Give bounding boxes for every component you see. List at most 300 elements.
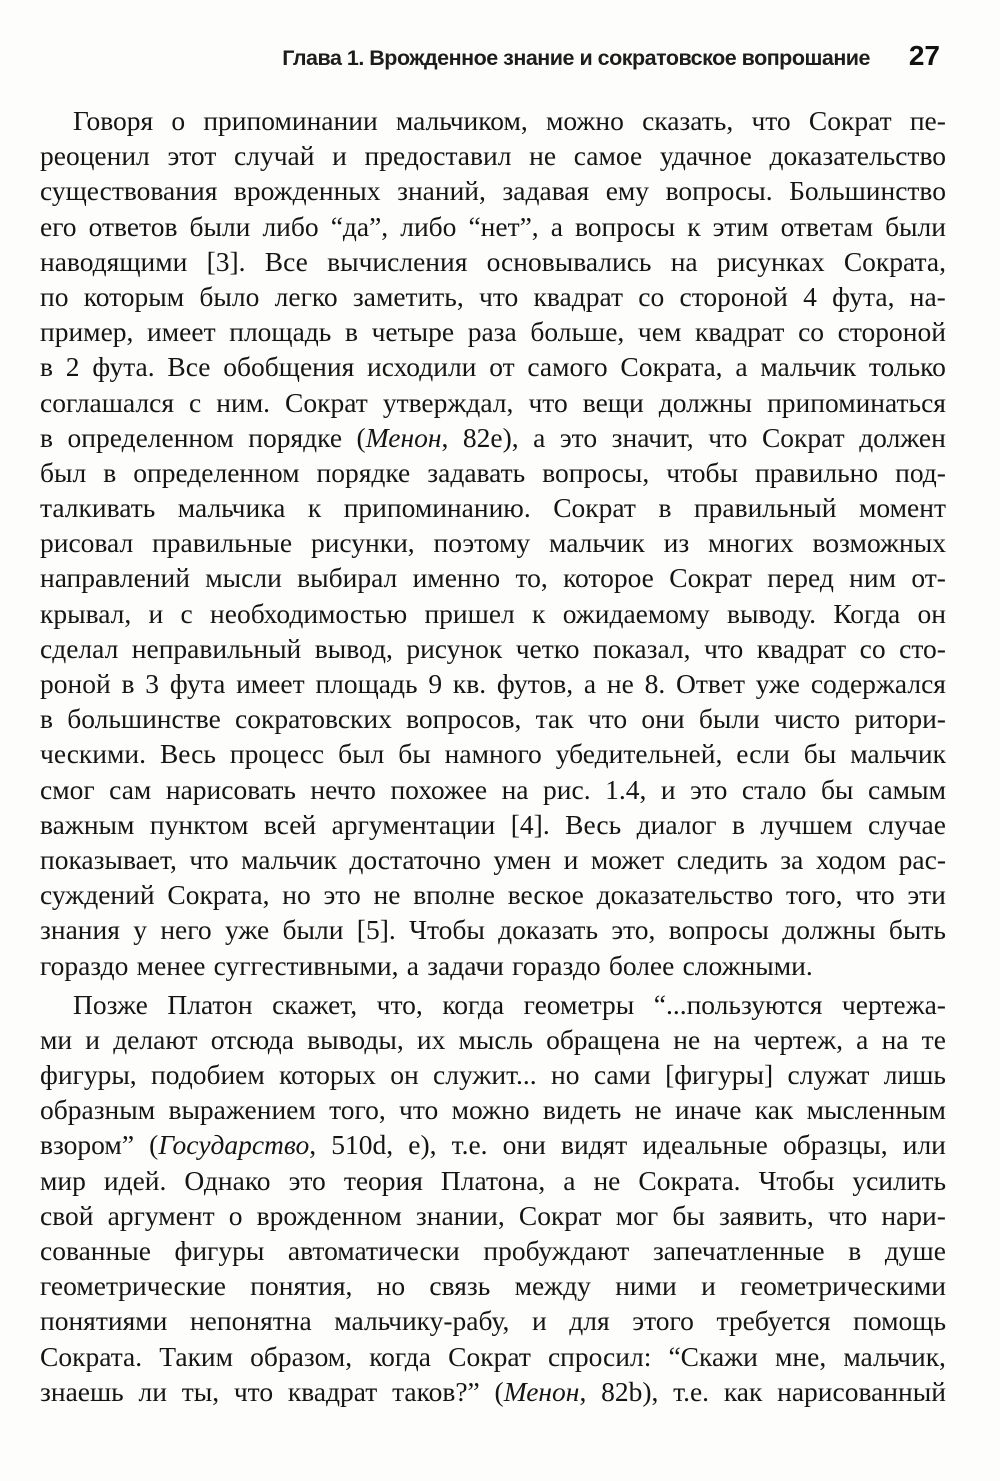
word: для [569,1305,610,1337]
word: случай [234,140,315,172]
word: служат [787,1059,870,1091]
word: знании, [415,1199,505,1231]
word: процесс [229,738,325,770]
word: наводящими [40,245,188,277]
word: рисунках [716,245,825,277]
word: мальчиком, [395,105,528,136]
word: заметить, [352,280,464,312]
word: должны [658,386,753,418]
word: этого [632,1305,694,1337]
word: припоминаться [767,386,946,418]
word: задавать [427,456,526,488]
word: это [323,879,361,911]
word: больше, [530,316,625,348]
word: бы [803,738,837,770]
text-line [40,631,946,666]
text-line [40,560,946,595]
word: но [376,1270,406,1302]
word: большинстве [67,703,221,735]
word: ним. [216,386,270,418]
word: Ответ [676,668,745,699]
word: ли [138,1375,167,1407]
word: на- [909,280,946,312]
word: веское [507,879,584,911]
word: предоставил [364,140,512,172]
word: мне, [775,1340,827,1372]
word: с [189,386,202,418]
word: лучшем [760,808,853,840]
word: не [593,1164,621,1196]
word: квадрат [287,1375,378,1407]
text-line [40,772,946,807]
word: мальчик [850,738,946,770]
word: e), [408,1129,437,1161]
word: геометрическими [740,1270,946,1302]
text-line [40,877,946,912]
word: а [735,351,748,383]
word: вопросы. [665,175,773,207]
word: крывал, [40,597,132,629]
word: может [590,843,665,875]
word: мальчик [549,527,645,559]
word: это [288,1164,326,1196]
word: пунктом [149,808,249,840]
word: на [713,1023,741,1055]
word: выражением [168,1094,316,1126]
word: сами [593,1059,651,1091]
word: когда [442,988,505,1020]
word: этот [167,140,217,172]
word: Сократ [669,562,752,594]
word: вещи [582,386,644,418]
word: образным [40,1094,156,1126]
word: Весь [159,738,216,770]
body-text [40,103,946,1409]
word: от [489,351,515,383]
word: как [723,1375,763,1407]
word: были [189,210,251,242]
word: [3]. [206,245,246,277]
word: него [160,914,212,946]
text-line [40,455,946,490]
word: мог [615,1199,659,1231]
text-line [40,736,946,771]
word: следить [676,843,768,875]
word: они [641,703,685,735]
word: что [399,1094,439,1126]
word: Все [264,245,308,277]
text-line [40,1339,946,1374]
word: фута, [832,280,895,312]
word: рас- [898,843,946,875]
word: у [133,914,147,946]
word: так [535,703,574,735]
word: убедительней, [555,738,723,770]
word: легко [274,280,338,312]
word: о [171,105,186,136]
text-line [40,807,946,842]
text-line [40,1374,946,1409]
word: что [479,280,519,312]
word: можно [451,1094,530,1126]
word: порядке [316,456,411,488]
word: аргументации [331,808,496,840]
word: Таким [159,1340,234,1372]
word: что [528,386,568,418]
word: кв. [452,668,487,699]
word: значит, [611,421,694,453]
word: Сократа, [620,351,723,383]
word: можно [545,105,624,136]
word: только [868,351,946,383]
word: смог [40,773,95,805]
word: взором” [40,1129,135,1161]
word: момент [859,492,946,524]
word: нечто [310,773,376,805]
word: и [660,773,676,805]
word: а [583,668,597,699]
word: ты, [181,1375,220,1407]
word: к [687,210,701,242]
word: раза [467,316,517,348]
word: его [40,210,77,242]
word: лишь [883,1059,946,1091]
word: квадрат [533,280,623,312]
text-line [40,666,946,701]
word: должен [859,421,946,453]
word: самое [573,140,643,172]
word: вполне [413,879,495,911]
word: всей [263,808,317,840]
word: и [563,843,579,875]
text-line [40,842,946,877]
word: видеть [542,1094,622,1126]
word: мысль [458,1023,533,1055]
word: рисунок [406,632,503,664]
word: Сократ [448,1340,531,1372]
word: их [416,1023,446,1055]
word: 9 [428,668,443,699]
word: со [798,316,825,348]
text-line [40,279,946,314]
word: намного [444,738,542,770]
word: видят [560,1129,628,1161]
word: Платона, [440,1164,546,1196]
word: существования [40,175,218,207]
word: с [180,597,193,629]
word: ним [849,562,896,594]
word: умен [493,843,552,875]
word: фута [169,668,226,699]
word: 510d, [331,1129,394,1161]
text-line [40,1022,946,1057]
word: чисто [774,703,841,735]
text-line [40,987,946,1022]
text-line [40,314,946,349]
italic-title: Менон [503,1375,580,1407]
word: показывает, [40,843,177,875]
word: понятия, [250,1270,353,1302]
word: что [708,421,748,453]
word: уже [224,914,270,946]
word: было [199,280,260,312]
word: чем [637,316,682,348]
text-line [40,173,946,208]
word: не [673,1023,701,1055]
word: чертежа- [841,988,946,1020]
word: мысли [205,562,282,594]
word: сократовских [235,703,392,735]
word: он [917,597,946,629]
word: того, [329,1094,386,1126]
word: когда [369,1340,432,1372]
word: 8. [644,668,666,699]
word: [5]. [356,914,396,946]
word: важным [40,808,135,840]
word: удачное [659,140,752,172]
word: теория [343,1164,423,1196]
word: возможных [812,527,946,559]
word: это [559,421,598,453]
word: припоминанию. [343,492,531,524]
word: 3 [145,668,160,699]
word: 82b), [601,1375,659,1407]
word: не [634,1094,662,1126]
word: Позже [73,988,148,1020]
word: площадь [229,316,332,348]
page-header [40,40,940,80]
word: мир [40,1164,86,1196]
word: он [390,1059,419,1091]
word: в [658,492,672,524]
word: гораздо [512,949,601,981]
word: врожденных [233,175,381,207]
text-line [40,1127,946,1162]
word: Сократа, [167,879,270,911]
word: мальчик, [843,1340,946,1372]
word: мысленным [806,1094,946,1126]
word: автоматически [287,1235,460,1266]
word: талкивать [40,492,156,524]
word: были [282,914,344,946]
word: ответов [88,210,178,242]
word: Большинство [789,175,946,207]
word: за [780,843,804,875]
word: знаешь [40,1375,124,1407]
text-line [40,385,946,420]
word: и [332,140,347,172]
word: определенном [133,456,300,488]
word: неправильный [131,632,302,664]
word: о [228,1199,243,1231]
word: выбирал [297,562,398,594]
word: футов, [496,668,574,699]
word: служит... [433,1059,537,1091]
word: заявить, [718,1199,814,1231]
word: обращена [546,1023,661,1055]
word: мальчика [177,492,286,524]
word: врожденном [256,1199,402,1231]
word: образом, [250,1340,353,1372]
word: образцы, [782,1129,888,1161]
word: пришел [424,597,515,629]
word: содержался [810,668,946,699]
text-line [40,1268,946,1303]
text-line [40,103,946,138]
word: фута. [92,351,155,383]
word: Весь [565,808,622,840]
word: помощь [853,1305,946,1337]
word: а [856,1023,869,1055]
word: запечатленные [652,1235,825,1266]
word: т.е. [451,1129,488,1161]
word: фигуры, [40,1059,137,1091]
word: идей. [103,1164,167,1196]
word: т.е. [673,1375,710,1407]
word: скажет, [272,988,358,1020]
word: пример, [40,316,134,348]
word: подобием [151,1059,265,1091]
word: бы [672,1199,705,1231]
word: по [40,280,69,312]
word: нарисованный [777,1375,946,1407]
text-line [40,349,946,384]
word: исходили [367,351,477,383]
word: либо [262,210,319,242]
word: выводы, [307,1023,404,1055]
word: утверждал, [382,386,514,418]
word: должны [782,914,876,946]
word: которое [563,562,654,594]
word: того, [785,879,843,911]
word: бы [398,738,431,770]
text-line [40,138,946,173]
word: сложными. [682,949,813,981]
word: выводу. [726,597,817,629]
word: Говоря [73,105,154,136]
text-line [40,209,946,244]
word: но [551,1059,580,1091]
text-line [40,420,946,455]
text-line [40,244,946,279]
word: более [608,949,675,981]
word: либо [400,210,457,242]
word: роной [40,668,111,699]
word: идеальные [642,1129,768,1161]
word: что [587,703,628,735]
word: обобщения [223,351,355,383]
word: Сократ [761,421,845,453]
word: самым [867,773,946,805]
word: именно [412,562,501,594]
word: (Менон, [494,1375,587,1407]
word: к [532,597,546,629]
word: в [344,316,358,348]
word: отсюда [210,1023,294,1055]
word: уже [755,668,801,699]
word: и [531,1305,547,1337]
word: между [514,1270,591,1302]
text-line [40,525,946,560]
word: геометрические [40,1270,226,1302]
word: непонятна [189,1305,312,1337]
running-head: Глава 1. Врожденное знание и сократовское вопрошание [282,46,870,70]
page-number: 27 [908,40,940,71]
word: вопросов, [406,703,522,735]
word: Сократ [808,105,892,136]
word: сто- [899,632,946,664]
word: диалог [636,808,717,840]
word: фигуры [174,1235,265,1266]
word: что [233,1375,274,1407]
word: площадь [315,668,418,699]
text-line [40,490,946,525]
word: из [663,527,690,559]
word: многих [708,527,794,559]
word: бы [820,773,854,805]
word: от- [911,562,946,594]
word: что [751,105,791,136]
italic-title: Государство [158,1129,310,1161]
word: требуется [716,1305,831,1337]
word: стороной [837,316,946,348]
word: нари- [881,1199,946,1231]
word: сам [109,773,152,805]
word: (Менон, [356,421,449,453]
word: мальчик [241,843,337,875]
word: в [40,351,53,383]
word: менее [136,949,206,981]
word: но [282,879,311,911]
word: соглашался [40,386,174,418]
word: в [732,808,746,840]
word: в [103,456,117,488]
word: четко [515,632,580,664]
word: Сократ [285,386,368,418]
word: порядке [248,421,343,453]
word: реоценил [40,140,150,172]
word: таков?” [392,1375,480,1407]
word: основывались [486,245,652,277]
word: квадрат [694,316,785,348]
word: в [848,1235,862,1266]
word: суждений [40,879,155,911]
text-line [40,1198,946,1233]
word: Чтобы [758,1164,835,1196]
word: знаний, [397,175,486,207]
word: ми [40,1023,73,1055]
text-line [40,1163,946,1198]
word: гораздо [40,949,129,981]
word: “Скажи [668,1340,758,1372]
word: задавая [502,175,590,207]
word: душе [884,1235,946,1266]
word: Сократ [518,1199,602,1231]
word: [фигуры] [665,1059,774,1091]
word: они [502,1129,546,1161]
word: [4]. [510,808,550,840]
text-line [40,701,946,736]
text-line [40,1057,946,1092]
word: быть [888,914,946,946]
word: на [670,245,698,277]
word: самого [527,351,608,383]
word: рисовал [40,527,134,559]
word: те [921,1023,946,1055]
word: со [859,632,886,664]
word: случае [868,808,946,840]
word: достаточно [349,843,481,875]
